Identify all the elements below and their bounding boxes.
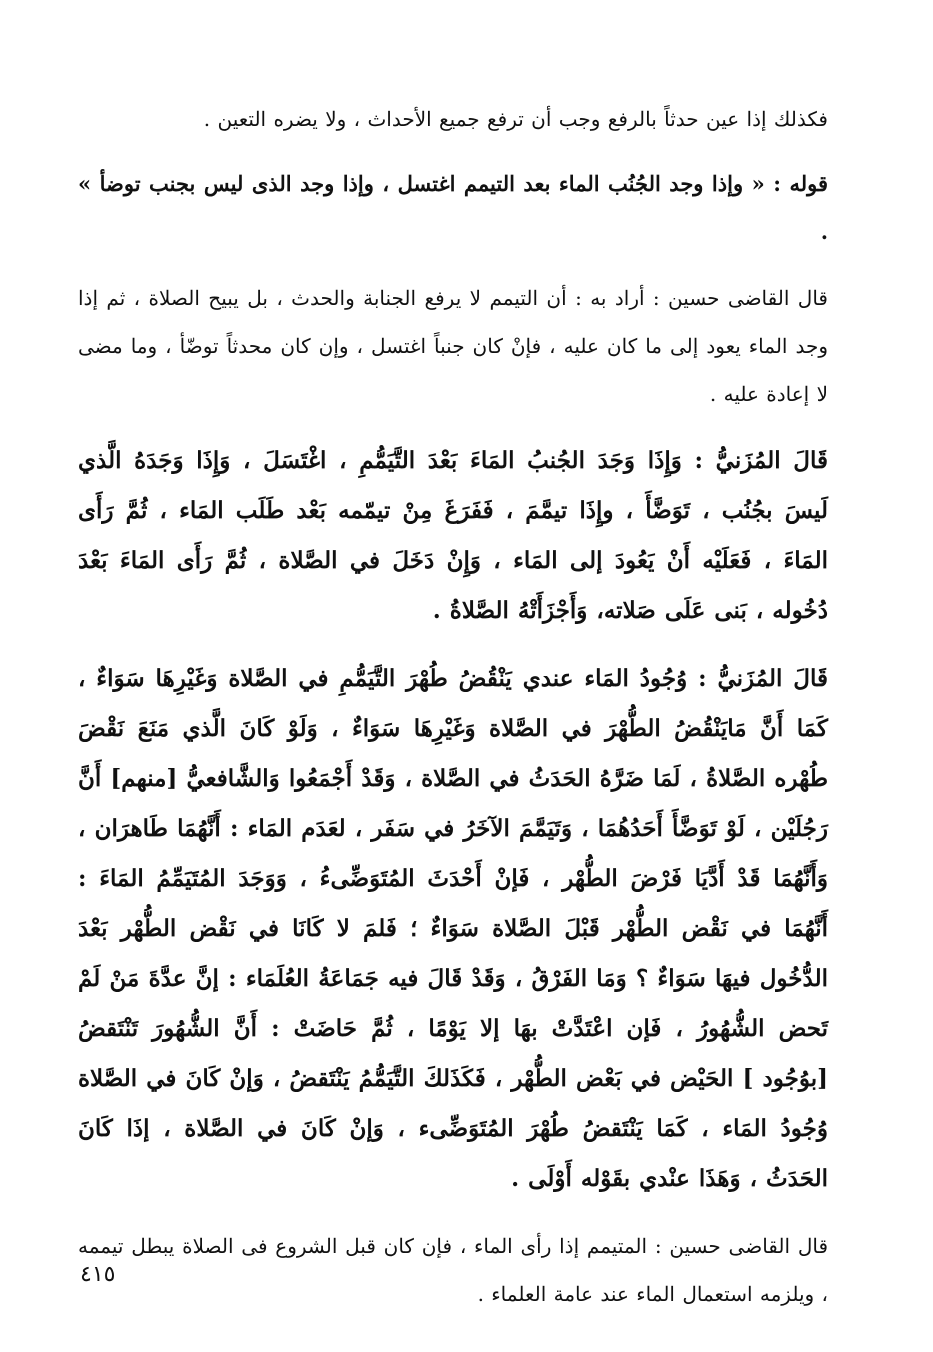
- paragraph-quote: قوله : « وإذا وجد الجُنُب الماء بعد التيمم اغتسل ، وإذا وجد الذى ليس بجنب توضأ » .: [78, 171, 828, 244]
- paragraph-muzani-2: قَالَ المُزَنيُّ : وُجُودُ المَاء عندي يَنْقُضُ طُهْرَ التَّيَمُّمِ في الصَّلاة وَغَيْرِهَا سَوَاءٌ ، كَمَا أَنَّ مَايَنْقُضُ الطُّهْرَ في الصَّلاة وَغَيْرِهَا سَوَاءٌ ، وَلَوْ كَانَ الَّذي مَنَعَ نَقْضَ طُهْره الصَّلاةُ ، لَمَا ضَرَّهُ الحَدَثُ في الصَّلاة ، وَقَدْ أَجْمَعُوا وَالشَّافعيُّ [منهم] أَنَّ رَجُلَيْن ، لَوْ تَوَضَّأَ أَحَدُهُمَا ، وَتَيَمَّمَ الآخَرُ في سَفَر ، لعَدَم المَاء : أَنَّهُمَا طَاهرَان ، وَأَنَّهُمَا قَدْ أَدَّيَا فَرْضَ الطُّهْر ، فَإنْ أَحْدَثَ المُتَوَضِّىءُ ، وَوَجَدَ المُتَيَمِّمُ المَاءَ : أَنَّهُمَا في نَقْض الطُّهْر قَبْلَ الصَّلاة سَوَاءٌ ؛ فَلمَ لا كَانَا في نَقْض الطُّهْر بَعْدَ الدُّخُول فيهَا سَوَاءٌ ؟ وَمَا الفَرْقُ ، وَقَدْ قَالَ فيه جَمَاعَةُ العُلَمَاء : إنَّ عدَّةَ مَنْ لَمْ تَحض الشُّهُورُ ، فَإن اعْتَدَّتْ بهَا إلا يَوْمًا ، ثُمَّ حَاضَتْ : أَنَّ الشُّهُورَ تَنْتَقضُ [بوُجُود ] الحَيْض في بَعْض الطُّهْر ، فَكَذَلكَ التَّيَمُّمُ يَنْتَقضُ ، وَإنْ كَانَ في الصَّلاة وُجُودُ المَاء ، كَمَا يَنْتَقضُ طُهْرَ المُتَوَضِّىء ، وَإنْ كَانَ في الصَّلاة ، إذَا كَانَ الحَدَثُ ، وَهَذَا عنْدي بقَوْله أَوْلَى .: [78, 665, 828, 1192]
- paragraph-commentary-2: قال القاضى حسين : أراد به : أن التيمم لا يرفع الجنابة والحدث ، بل يبيح الصلاة ، ثم إذا وجد الماء يعود إلى ما كان عليه ، فإنْ كان جنباً اغتسل ، وإن كان محدثاً توضّأ ، وما مضى لا إعادة عليه .: [78, 286, 828, 406]
- paragraph-muzani-1: قَالَ المُزَنيُّ : وَإِذَا وَجَدَ الجُنبُ المَاءَ بَعْدَ التَّيَمُّمِ ، اغْتَسَلَ ، وَإِذَا وَجَدَهُ الَّذي لَيسَ بجُنُب ، تَوَضَّأَ ، وإِذَا تيمَّمَ ، فَفَرَغَ مِنْ تيمّمه بَعْد طَلَب المَاء ، ثُمَّ رَأَى المَاءَ ، فَعَلَيْه أَنْ يَعُودَ إلى المَاء ، وَإِنْ دَخَلَ في الصَّلاة ، ثُمَّ رَأَى المَاءَ بَعْدَ دُخُوله ، بَنى عَلَى صَلاته، وَأَجْزَأَتْهُ الصَّلاةُ .: [78, 447, 828, 624]
- page-number: ٤١٥: [80, 1262, 116, 1287]
- page-body: [78, 96, 828, 1336]
- paragraph-commentary-1: فكذلك إذا عين حدثاً بالرفع وجب أن ترفع جميع الأحداث ، ولا يضره التعين .: [203, 107, 828, 131]
- paragraph-commentary-3: قال القاضى حسين : المتيمم إذا رأى الماء ، فإن كان قبل الشروع فى الصلاة يبطل تيممه ، ويلزمه استعمال الماء عند عامة العلماء .: [78, 1234, 828, 1306]
